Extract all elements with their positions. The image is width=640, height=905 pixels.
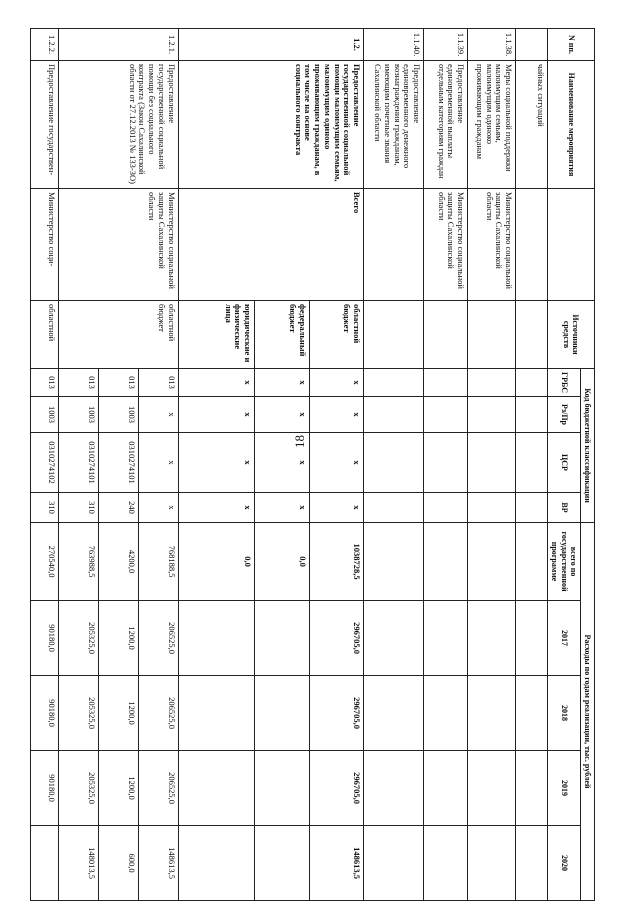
table-row xyxy=(424,29,468,901)
row-num: 1.1.38. xyxy=(468,29,516,61)
cell-total: 4200,0 xyxy=(98,523,138,601)
row-executor: Министерство социальной защиты Сахалинской области xyxy=(468,189,516,301)
header-kbk: Код бюджетной классификации xyxy=(580,369,594,523)
cell-vr: 240 xyxy=(98,493,138,523)
header-vr: ВР xyxy=(548,493,581,523)
cell-vr: х xyxy=(255,493,310,523)
cell-2019 xyxy=(178,751,254,826)
cell-2019: 90180,0 xyxy=(31,751,59,826)
cell-csr: 0310274102 xyxy=(31,433,59,493)
cell-vr: х xyxy=(178,493,254,523)
cell-grbs: 013 xyxy=(138,369,178,397)
table-header xyxy=(548,29,595,901)
table-row xyxy=(516,29,548,901)
row-num: 1.1.39. xyxy=(424,29,468,61)
row-name: Предоставление единовременной выплаты отдельным категориям граждан xyxy=(424,61,468,189)
cell-2020 xyxy=(178,826,254,901)
header-name: Наименование мероприятия xyxy=(548,61,595,189)
cell-2017: 1200,0 xyxy=(98,601,138,676)
cell-2018: 296705,0 xyxy=(309,676,364,751)
cell-rzpr: 1003 xyxy=(98,397,138,433)
budget-table xyxy=(30,28,595,901)
cell-2019: 205325,0 xyxy=(59,751,99,826)
cell-csr: 0310274101 xyxy=(59,433,99,493)
cell-2018: 205325,0 xyxy=(59,676,99,751)
cell-2019: 1200,0 xyxy=(98,751,138,826)
header-total: всего по государственной программе xyxy=(548,523,581,601)
row-num: 1.2.1. xyxy=(59,29,179,61)
cell-2018 xyxy=(178,676,254,751)
cell-2018: 206525,0 xyxy=(138,676,178,751)
row-name: Предоставление государственной социальной помощи малоимущим семьям, малоимущим одиноко проживающим гражданам, в том числе на основе социального контракта xyxy=(178,61,363,189)
cell-csr: х xyxy=(138,433,178,493)
row-executor: Всего xyxy=(178,189,363,301)
cell-2018 xyxy=(255,676,310,751)
row-name: Меры социальной поддержки малоимущим семьям, малоимущим одиноко проживающим гражданам xyxy=(468,61,516,189)
row-source: юридические и физические лица xyxy=(178,301,254,369)
cell-2020: 148013,5 xyxy=(59,826,99,901)
row-source xyxy=(468,301,516,369)
cell-2017: 206525,0 xyxy=(138,601,178,676)
cell-rzpr: х xyxy=(309,397,364,433)
cell-grbs: 013 xyxy=(31,369,59,397)
cell-2018: 90180,0 xyxy=(31,676,59,751)
table-row xyxy=(364,29,424,901)
table-row xyxy=(468,29,516,901)
table-row xyxy=(138,29,178,901)
row-name: чайных ситуаций xyxy=(516,61,548,189)
header-num: N пп. xyxy=(548,29,595,61)
header-2020: 2020 xyxy=(548,826,581,901)
row-name: Предоставление государственной социальной помощи без социального контракта (Закон Сахалинской области от 27.12.2013 № 133-ЗО) xyxy=(59,61,179,189)
cell-rzpr: 1003 xyxy=(59,397,99,433)
cell-rzpr: 1003 xyxy=(31,397,59,433)
cell-2018: 1200,0 xyxy=(98,676,138,751)
cell-csr: х xyxy=(178,433,254,493)
table-row xyxy=(309,29,364,901)
cell-total: 1038728,5 xyxy=(309,523,364,601)
cell-grbs: 013 xyxy=(98,369,138,397)
cell-2019: 206525,0 xyxy=(138,751,178,826)
table-row xyxy=(31,29,59,901)
cell-csr: 0310274101 xyxy=(98,433,138,493)
cell-2020 xyxy=(31,826,59,901)
header-2017: 2017 xyxy=(548,601,581,676)
header-source: Источники средств xyxy=(548,301,595,369)
row-num xyxy=(516,29,548,61)
cell-2019 xyxy=(255,751,310,826)
row-name: Предоставление государствен- xyxy=(31,61,59,189)
row-executor: Министерство социальной защиты Сахалинской области xyxy=(424,189,468,301)
budget-table-sheet xyxy=(30,28,595,900)
header-grbs: ГРБС xyxy=(548,369,581,397)
cell-total: 270540,0 xyxy=(31,523,59,601)
cell-vr: х xyxy=(309,493,364,523)
row-executor: Министерство соци- xyxy=(31,189,59,301)
row-executor: Министерство социальной защиты Сахалинской области xyxy=(59,189,179,301)
cell-2020 xyxy=(255,826,310,901)
cell-2017: 205325,0 xyxy=(59,601,99,676)
row-num: 1.2. xyxy=(178,29,363,61)
cell-csr: х xyxy=(309,433,364,493)
cell-2017 xyxy=(255,601,310,676)
cell-rzpr: х xyxy=(255,397,310,433)
cell-grbs: х xyxy=(309,369,364,397)
cell-total: 768188,5 xyxy=(138,523,178,601)
cell-rzpr: х xyxy=(178,397,254,433)
row-num: 1.2.2. xyxy=(31,29,59,61)
cell-2019: 296705,0 xyxy=(309,751,364,826)
cell-2017: 296705,0 xyxy=(309,601,364,676)
row-source xyxy=(364,301,424,369)
row-source: областной бюджет xyxy=(309,301,364,369)
row-source: федеральный бюджет xyxy=(255,301,310,369)
header-2018: 2018 xyxy=(548,676,581,751)
header-spend: Расходы по годам реализации, тыс. рублей xyxy=(580,523,594,901)
row-executor xyxy=(364,189,424,301)
cell-grbs: х xyxy=(255,369,310,397)
cell-2020: 148613,5 xyxy=(309,826,364,901)
cell-vr: 310 xyxy=(31,493,59,523)
cell-2020: 148613,5 xyxy=(138,826,178,901)
cell-vr: х xyxy=(138,493,178,523)
cell-total: 0,0 xyxy=(255,523,310,601)
header-rzpr: Рз/Пр xyxy=(548,397,581,433)
cell-rzpr: х xyxy=(138,397,178,433)
cell-vr: 310 xyxy=(59,493,99,523)
row-source xyxy=(516,301,548,369)
row-executor xyxy=(516,189,548,301)
cell-2017: 90180,0 xyxy=(31,601,59,676)
cell-total: 763988,5 xyxy=(59,523,99,601)
cell-grbs: х xyxy=(178,369,254,397)
cell-total: 0,0 xyxy=(178,523,254,601)
header-2019: 2019 xyxy=(548,751,581,826)
row-source: областной xyxy=(31,301,59,369)
row-name: Предоставление единовременного денежного вознаграждения гражданам, имеющим почетные звания Сахалинской области xyxy=(364,61,424,189)
cell-2020: 600,0 xyxy=(98,826,138,901)
row-source xyxy=(424,301,468,369)
cell-csr: х xyxy=(255,433,310,493)
row-num: 1.1.40. xyxy=(364,29,424,61)
row-source: областной бюджет xyxy=(59,301,179,369)
header-executor xyxy=(548,189,595,301)
page-number: 18 xyxy=(292,435,307,448)
header-csr: ЦСР xyxy=(548,433,581,493)
cell-grbs: 013 xyxy=(59,369,99,397)
cell-2017 xyxy=(178,601,254,676)
